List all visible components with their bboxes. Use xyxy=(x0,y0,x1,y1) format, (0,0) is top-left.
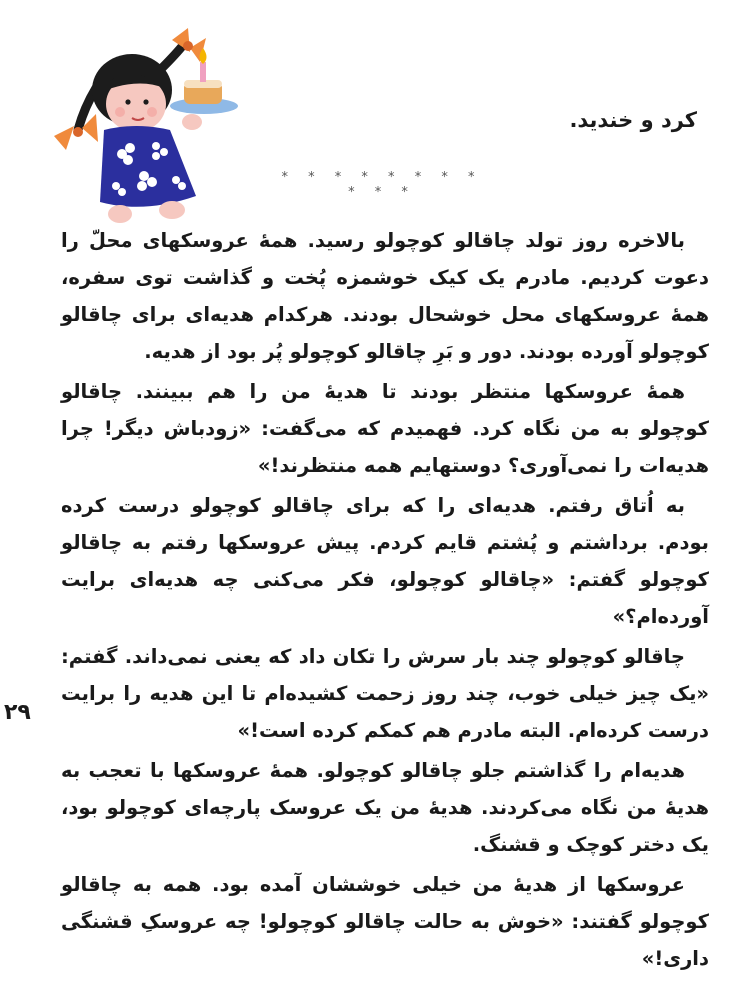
girl-with-birthday-cake-icon xyxy=(44,18,254,233)
section-divider: * * * * * * * * * * * xyxy=(281,170,483,200)
paragraph-4: چاقالو کوچولو چند بار سرش را تکان داد که یعنی نمی‌داند. گفتم: «یک چیز خیلی خوب، چند روز زحمت کشیده‌ام تا این هدیه را برایت درست کرده‌ام. البته مادرم هم کمکم کرده است!» xyxy=(61,645,709,742)
opening-line: کرد و خندید. xyxy=(569,108,697,132)
page-number: ۲۹ xyxy=(4,700,31,725)
paragraph-1: بالاخره روز تولد چاقالو کوچولو رسید. همهٔ عروسکهای محلّ را دعوت کردیم. مادرم یک کیک خوشمزه پُخت و گذاشت توی سفره، همهٔ عروسکهای محل خوشحال بودند. هرکدام هدیه‌ای برای چاقالو کوچولو آورده بودند. دور و بَرِ چاقالو کوچولو پُر بود از هدیه. xyxy=(61,229,709,363)
paragraph-6: عروسکها از هدیهٔ من خیلی خوششان آمده بود. همه به چاقالو کوچولو گفتند: «خوش به حالت چاقالو کوچولو! چه عروسکِ قشنگی داری!» xyxy=(61,873,709,970)
story-text xyxy=(61,222,709,980)
paragraph-5: هدیه‌ام را گذاشتم جلو چاقالو کوچولو. همهٔ عروسکها با تعجب به هدیهٔ من نگاه می‌کردند. هدیهٔ من یک عروسک پارچه‌ای کوچولو بود، یک دختر کوچک و قشنگ. xyxy=(61,759,709,856)
paragraph-2: همهٔ عروسکها منتظر بودند تا هدیهٔ من را هم ببینند. چاقالو کوچولو به من نگاه کرد. فهمیدم که می‌گفت: «زودباش دیگر! چرا هدیه‌ات را نمی‌آوری؟ دوستهایم همه منتظرند!» xyxy=(61,380,709,477)
paragraph-3: به اُتاق رفتم. هدیه‌ای را که برای چاقالو کوچولو درست کرده بودم. برداشتم و پُشتم قایم کردم. پیش عروسکها رفتم به چاقالو کوچولو گفتم: «چاقالو کوچولو، فکر می‌کنی چه هدیه‌ای برایت آورده‌ام؟» xyxy=(61,494,709,628)
